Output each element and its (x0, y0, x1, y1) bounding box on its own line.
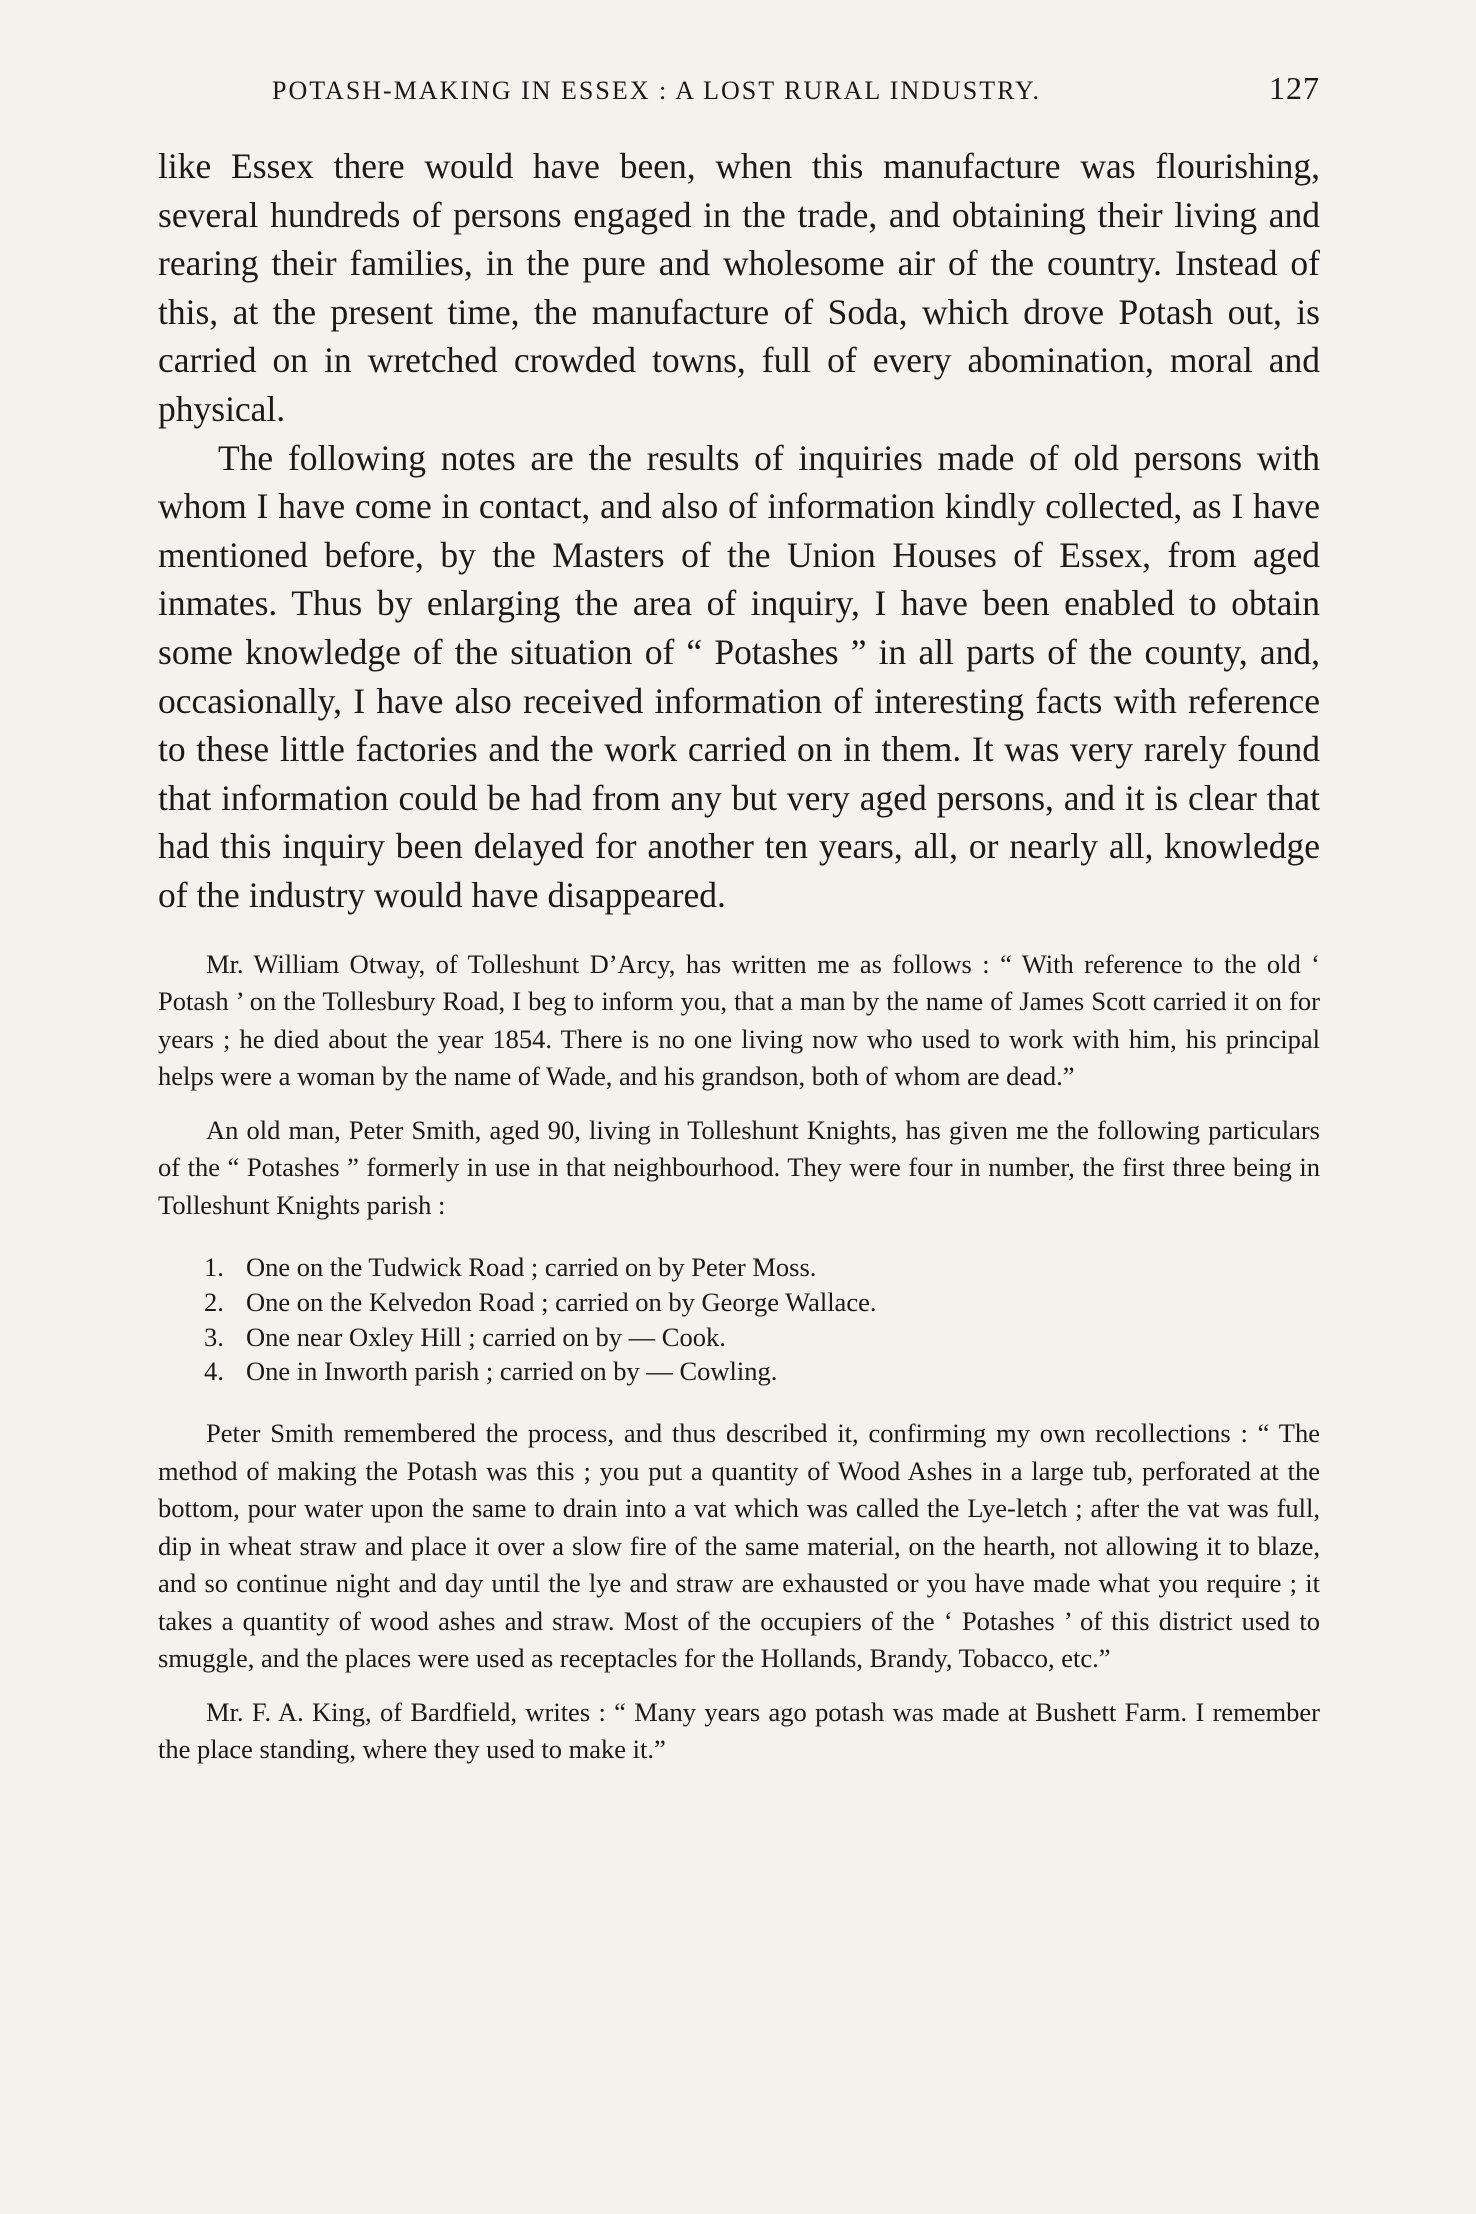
list-item (158, 1250, 1320, 1285)
list-item-text: One on the Tudwick Road ; carried on by Peter Moss. (246, 1252, 817, 1282)
list-item-number: 2. (204, 1286, 224, 1317)
list-item-number: 1. (204, 1252, 224, 1282)
list-item-text: One on the Kelvedon Road ; carried on by George Wallace. (246, 1286, 877, 1317)
paragraph-process: Peter Smith remembered the process, and thus described it, confirming my own recollections : “ The method of making the Potash was this ; you put a quantity of Wood Ashes in a large tub, perforated at the bottom, pour water upon the same to drain into a vat which was called the Lye-letch ; after the vat was full, dip in wheat straw and place it over a slow fire of the same material, on the hearth, not allowing it to blaze, and so continue night and day until the lye and straw are exhausted or you have made what you require ; it takes a quantity of wood ashes and straw. Most of the occupiers of the ‘ Potashes ’ of this district used to smuggle, and the places were used as receptacles for the Hollands, Brandy, Tobacco, etc.” (158, 1418, 1320, 1674)
list-item-number: 3. (204, 1321, 224, 1352)
list-item (158, 1285, 1320, 1320)
list-item-text: One in Inworth parish ; carried on by — Cowling. (246, 1356, 778, 1387)
page-body (158, 142, 1320, 1769)
list-item-text: One near Oxley Hill ; carried on by — Cook. (246, 1321, 726, 1352)
paragraph-otway-letter: Mr. William Otway, of Tolleshunt D’Arcy, has written me as follows : “ With reference to the old ‘ Potash ’ on the Tollesbury Road, I beg to inform you, that a man by the name of James Scott carried it on for years ; he died about the year 1854. There is no one living now who used to work with him, his principal helps were a woman by the name of Wade, and his grandson, both of whom are dead.” (158, 948, 1320, 1091)
page-header (160, 70, 1320, 110)
paragraph-king: Mr. F. A. King, of Bardfield, writes : “ Many years ago potash was made at Bushett Farm. I remember the place standing, where they used to make it.” (158, 1696, 1320, 1765)
paragraph-continued: like Essex there would have been, when this manufacture was flourishing, several hundreds of persons engaged in the trade, and obtaining their living and rearing their families, in the pure and wholesome air of the country. Instead of this, at the present time, the manufacture of Soda, which drove Potash out, is carried on in wretched crowded towns, full of every abomination, moral and physical. (158, 146, 1320, 429)
page-number: 127 (1269, 70, 1320, 106)
running-head: POTASH-MAKING IN ESSEX : A LOST RURAL INDUSTRY. (272, 76, 1041, 105)
list-item (158, 1320, 1320, 1355)
list-item-number: 4. (204, 1356, 224, 1387)
potashes-list (158, 1250, 1320, 1389)
paragraph-peter-smith: An old man, Peter Smith, aged 90, living in Tolleshunt Knights, has given me the following particulars of the “ Potashes ” formerly in use in that neighbourhood. They were four in number, the first three being in Tolleshunt Knights parish : (158, 1114, 1320, 1220)
paragraph-inquiries: The following notes are the results of inquiries made of old persons with whom I have come in contact, and also of information kindly collected, as I have mentioned before, by the Masters of the Union Houses of Essex, from aged inmates. Thus by enlarging the area of inquiry, I have been enabled to obtain some knowledge of the situation of “ Potashes ” in all parts of the county, and, occasionally, I have also received information of interesting facts with reference to these little factories and the work carried on in them. It was very rarely found that information could be had from any but very aged persons, and it is clear that had this inquiry been delayed for another ten years, all, or nearly all, knowledge of the industry would have disappeared. (158, 437, 1320, 915)
list-item (158, 1354, 1320, 1389)
